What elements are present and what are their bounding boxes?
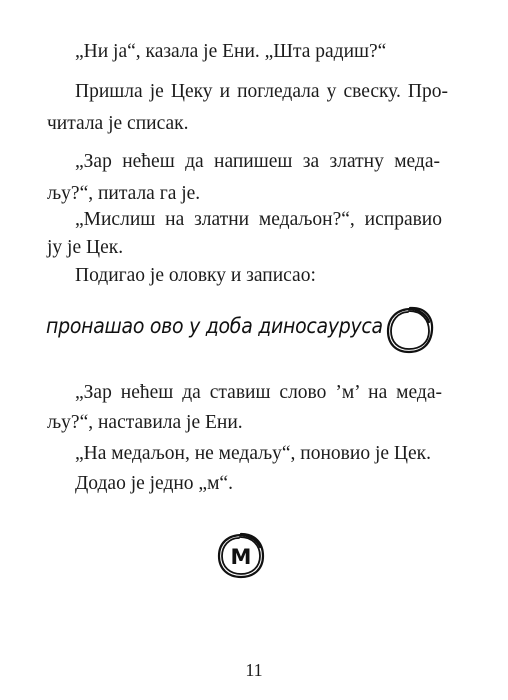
medallion-m-drawing xyxy=(213,530,269,582)
text-line: Подигао је оловку и записао: xyxy=(75,265,316,286)
page-number: 11 xyxy=(245,660,263,680)
text-line: ју је Цек. xyxy=(47,237,124,258)
text-line: Пришла је Цеку и погледала у свеску. Про- xyxy=(75,81,448,102)
handwritten-note xyxy=(46,302,446,360)
text-line: „Ни ја“, казала је Ени. „Шта радиш?“ xyxy=(75,41,387,62)
text-line: „Зар нећеш да ставиш слово ’м’ на меда- xyxy=(75,382,442,403)
handwritten-text: пронашао ово у доба диносауруса xyxy=(46,314,383,338)
text-line: „Зар нећеш да напишеш за златну меда- xyxy=(75,151,440,172)
text-line: Додао је једно „м“. xyxy=(75,473,233,494)
medallion-drawing xyxy=(380,302,440,360)
text-line: читала је списак. xyxy=(47,113,189,134)
text-line: љу?“, питала га је. xyxy=(47,183,201,204)
text-line: „На медаљон, не медаљу“, поновио је Цек. xyxy=(75,443,431,464)
medallion-letter: M xyxy=(230,545,252,569)
text-line: „Мислиш на златни медаљон?“, исправио xyxy=(75,209,442,230)
text-line: љу?“, наставила је Ени. xyxy=(47,412,243,433)
